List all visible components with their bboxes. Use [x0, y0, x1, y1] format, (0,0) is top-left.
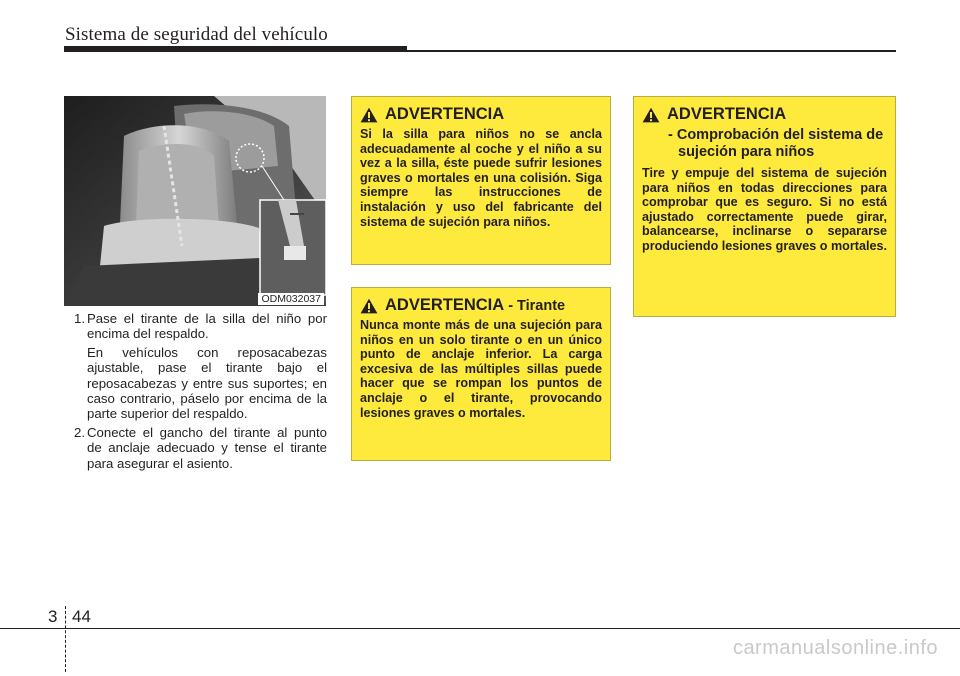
warning-box-installation	[351, 96, 611, 265]
header-rule-thin	[400, 50, 896, 52]
step-text: Conecte el gancho del tirante al punto de anclaje adecuado y tense el tirante para asegurar el asiento.	[87, 424, 327, 471]
step-number: 1.	[74, 311, 85, 326]
warning-text: Nunca monte más de una sujeción para niños en un solo tirante o en un único punto de anclaje inferior. La carga excesiva de las múltiples sillas puede hacer que se rompan los puntos de anclaje o el tirante, provocando lesiones graves o mortales.	[360, 318, 602, 420]
warning-box-tether	[351, 287, 611, 461]
warning-text: Si la silla para niños no se ancla adecuadamente al coche y el niño a su vez a la silla, éste puede sufrir lesiones graves o mortales en una colisión. Siga siempre las instrucciones de instalación y uso del fabricante del sistema de sujeción para niños.	[360, 127, 602, 229]
warning-box-check	[633, 96, 896, 317]
footer-rule	[0, 628, 960, 629]
instruction-steps	[75, 311, 327, 474]
chapter-number: 3	[48, 607, 58, 626]
warning-title: ADVERTENCIA	[667, 105, 787, 123]
step-item	[75, 425, 327, 471]
page-number: 44	[72, 607, 91, 626]
warning-triangle-icon	[360, 107, 378, 123]
warning-title-suffix: - Tirante	[508, 297, 566, 314]
step-text: En vehículos con reposacabezas ajustable, pase el tirante bajo el reposacabezas y entre sus suportes; en caso contrario, páselo por encima de la parte superior del respaldo.	[87, 344, 327, 422]
step-item	[75, 311, 327, 422]
watermark: carmanualsonline.info	[732, 637, 938, 659]
child-seat-drawing	[64, 96, 326, 306]
footer-divider	[65, 606, 66, 672]
warning-subtitle: - Comprobación del sistema de sujeción para niños	[668, 127, 884, 160]
page-title: Sistema de seguridad del vehículo	[65, 24, 328, 45]
child-seat-illustration	[64, 96, 326, 306]
warning-text: Tire y empuje del sistema de sujeción para niños en todas direcciones para comprobar que es seguro. Si no está ajustado correctamente puede girar, balancearse, inclinarse o separarse produciendo lesiones graves o mortales.	[642, 166, 887, 253]
header-rule-thick	[64, 46, 407, 52]
warning-triangle-icon	[360, 298, 378, 314]
step-number: 2.	[74, 424, 85, 440]
warning-title: ADVERTENCIA	[385, 105, 505, 123]
figure-code: ODM032037	[258, 293, 324, 305]
step-text: Pase el tirante de la silla del niño por encima del respaldo.	[87, 311, 327, 342]
warning-title: ADVERTENCIA	[385, 296, 505, 314]
warning-triangle-icon	[642, 107, 660, 123]
